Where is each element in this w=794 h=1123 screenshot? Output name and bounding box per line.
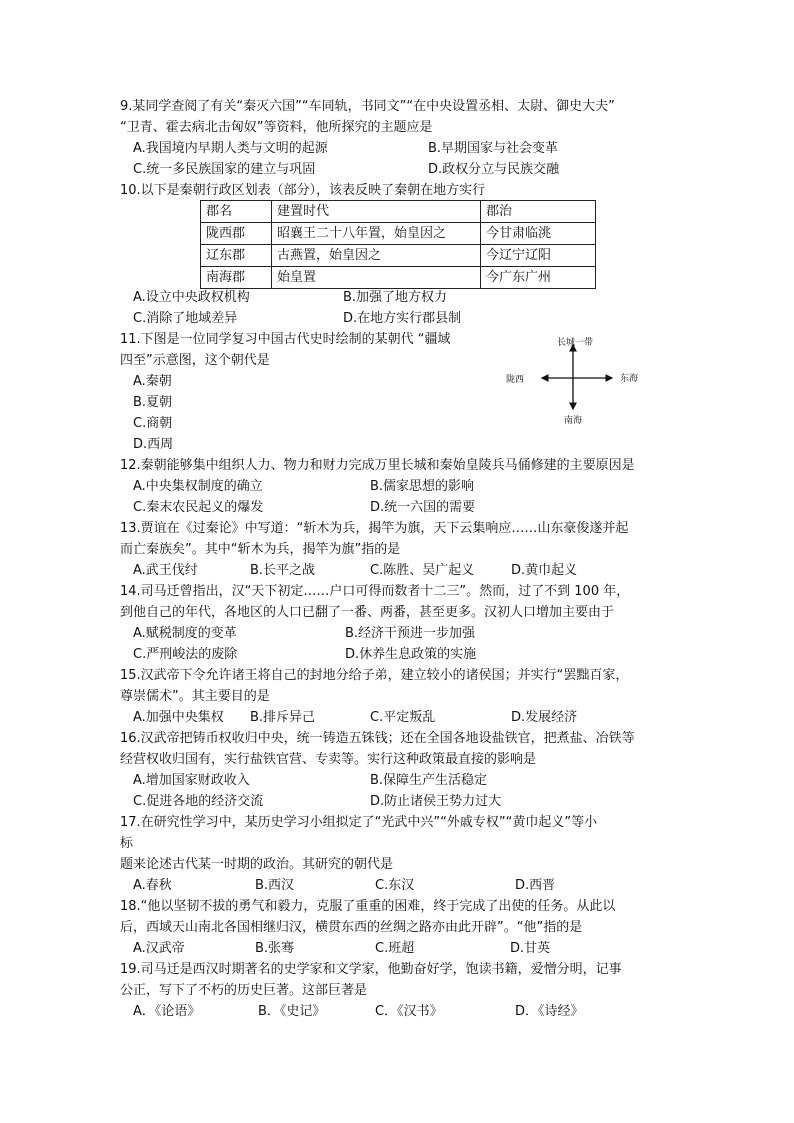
q11-option-a: A.秦朝: [133, 374, 172, 389]
table-header-cell: 郡治: [481, 201, 596, 223]
q18-option-b: B.张骞: [255, 941, 295, 956]
q13-option-c: C.陈胜、吴广起义: [370, 563, 475, 578]
table-header-cell: 郡名: [201, 201, 272, 223]
q14-stem-line2: 到他自己的年代，各地区的人口已翻了一番、两番，甚至更多。汉初人口增加主要由于: [120, 605, 615, 620]
q15-option-c: C.平定叛乱: [370, 710, 436, 725]
q15-stem-line1: 15.汉武帝下令允许诸王将自己的封地分给子弟，建立较小的诸侯国；并实行“罢黜百家，: [120, 668, 629, 683]
q18-option-d: D.甘英: [510, 941, 551, 956]
territory-sketch-map: [500, 332, 660, 427]
q12-option-b: B.儒家思想的影响: [370, 479, 475, 494]
map-label-west: 陇西: [506, 375, 525, 385]
table-row: [201, 245, 596, 267]
q17-stem-line2: 标: [120, 836, 134, 851]
q19-option-a: A．《论语》: [133, 1004, 201, 1019]
q17-option-d: D.西晋: [515, 878, 556, 893]
q19-option-b: B．《史记》: [258, 1004, 326, 1019]
q12-option-a: A.中央集权制度的确立: [133, 479, 263, 494]
q16-option-b: B.保障生产生活稳定: [370, 773, 488, 788]
q15-option-a: A.加强中央集权: [133, 710, 224, 725]
q11-stem-line2: 四至”示意图，这个朝代是: [120, 353, 270, 368]
q18-option-c: C.班超: [375, 941, 415, 956]
table-header-row: [201, 201, 596, 223]
table-header-cell: 建置时代: [272, 201, 481, 223]
q17-option-c: C.东汉: [375, 878, 415, 893]
q10-option-a: A.设立中央政权机构: [133, 290, 250, 305]
q16-stem-line1: 16.汉武帝把铸币权收归中央，统一铸造五铢钱；还在全国各地设盐铁官，把煮盐、冶铁等: [120, 731, 635, 746]
q13-option-b: B.长平之战: [250, 563, 316, 578]
q13-option-a: A.武王伐纣: [133, 563, 198, 578]
q18-stem-line2: 后，西域天山南北各国相继归汉，横贯东西的丝绸之路亦由此开辟”。“他”指的是: [120, 920, 583, 935]
q12-stem: 12.秦朝能够集中组织人力、物力和财力完成万里长城和秦始皇陵兵马俑修建的主要原因是: [120, 458, 635, 473]
q16-option-a: A.增加国家财政收入: [133, 773, 250, 788]
q9-stem-line2: “卫青、霍去病北击匈奴”等资料，他所探究的主题应是: [120, 120, 433, 135]
q18-stem-line1: 18.“他以坚韧不拔的勇气和毅力，克服了重重的困难，终于完成了出使的任务。从此以: [120, 899, 616, 914]
q15-option-d: D.发展经济: [511, 710, 578, 725]
q14-option-b: B.经济干预进一步加强: [345, 626, 476, 641]
table-cell: 今甘肃临洮: [481, 223, 596, 245]
table-cell: 昭襄王二十八年置，始皇因之: [272, 223, 481, 245]
q17-option-a: A.春秋: [133, 878, 172, 893]
q13-stem-line1: 13.贾谊在《过秦论》中写道：“斩木为兵，揭竿为旗，天下云集响应……山东豪俊遂并起: [120, 521, 629, 536]
table-cell: 始皇置: [272, 267, 481, 289]
qin-admin-table: [200, 200, 596, 289]
q18-option-a: A.汉武帝: [133, 941, 185, 956]
q19-option-d: D．《诗经》: [515, 1004, 584, 1019]
q17-stem-line1: 17.在研究性学习中，某历史学习小组拟定了“光武中兴”“外戚专权”“黄巾起义”等小: [120, 815, 598, 830]
q10-option-d: D.在地方实行郡县制: [343, 311, 462, 326]
q11-stem-line1: 11.下图是一位同学复习中国古代史时绘制的某朝代 “疆域: [120, 332, 451, 347]
q15-stem-line2: 尊崇儒术”。其主要目的是: [120, 689, 270, 704]
q13-option-d: D.黄巾起义: [511, 563, 578, 578]
q12-option-c: C.秦末农民起义的爆发: [133, 500, 264, 515]
q15-option-b: B.排斥异己: [250, 710, 316, 725]
q16-option-d: D.防止诸侯王势力过大: [370, 794, 502, 809]
table-cell: 陇西郡: [201, 223, 272, 245]
table-row: [201, 223, 596, 245]
table-cell: 今广东广州: [481, 267, 596, 289]
q9-option-a: A.我国境内早期人类与文明的起源: [133, 141, 328, 156]
q16-option-c: C.促进各地的经济交流: [133, 794, 264, 809]
q11-option-b: B.夏朝: [133, 395, 173, 410]
q9-stem-line1: 9.某同学查阅了有关“秦灭六国”“车同轨，书同文”“在中央设置丞相、太尉、御史大夫”: [120, 99, 615, 114]
map-label-north: 长城一带: [557, 338, 594, 348]
q14-option-c: C.严刑峻法的废除: [133, 647, 238, 662]
q16-stem-line2: 经营权收归国有，实行盐铁官营、专卖等。实行这种政策最直接的影响是: [120, 752, 537, 767]
q10-option-b: B.加强了地方权力: [343, 290, 448, 305]
q11-option-c: C.商朝: [133, 416, 173, 431]
table-cell: 南海郡: [201, 267, 272, 289]
map-label-south: 南海: [564, 416, 583, 426]
q10-stem: 10.以下是秦朝行政区划表（部分），该表反映了秦朝在地方实行: [120, 183, 486, 198]
q19-stem-line1: 19.司马迁是西汉时期著名的史学家和文学家，他勤奋好学，饱读书籍，爱憎分明，记事: [120, 962, 622, 977]
q17-stem-line3: 题来论述古代某一时期的政治。其研究的朝代是: [120, 857, 394, 872]
q11-option-d: D.西周: [133, 437, 174, 452]
q19-option-c: C．《汉书》: [375, 1004, 443, 1019]
q9-option-d: D.政权分立与民族交融: [428, 162, 560, 177]
q14-stem-line1: 14.司马迁曾指出，汉“天下初定……户口可得而数者十二三”。然而，过了不到 100 年，: [120, 584, 630, 599]
q9-option-c: C.统一多民族国家的建立与巩固: [133, 162, 316, 177]
q13-stem-line2: 而亡秦族矣”。其中“斩木为兵，揭竿为旗”指的是: [120, 542, 401, 557]
q9-option-b: B.早期国家与社会变革: [428, 141, 559, 156]
q12-option-d: D.统一六国的需要: [370, 500, 476, 515]
q14-option-a: A.赋税制度的变革: [133, 626, 237, 641]
q10-option-c: C.消除了地域差异: [133, 311, 238, 326]
q19-stem-line2: 公正，写下了不朽的历史巨著。这部巨著是: [120, 983, 368, 998]
table-cell: 辽东郡: [201, 245, 272, 267]
q17-option-b: B.西汉: [255, 878, 295, 893]
map-label-east: 东海: [620, 374, 639, 384]
table-row: [201, 267, 596, 289]
table-cell: 今辽宁辽阳: [481, 245, 596, 267]
table-cell: 古燕置，始皇因之: [272, 245, 481, 267]
q14-option-d: D.休养生息政策的实施: [345, 647, 477, 662]
